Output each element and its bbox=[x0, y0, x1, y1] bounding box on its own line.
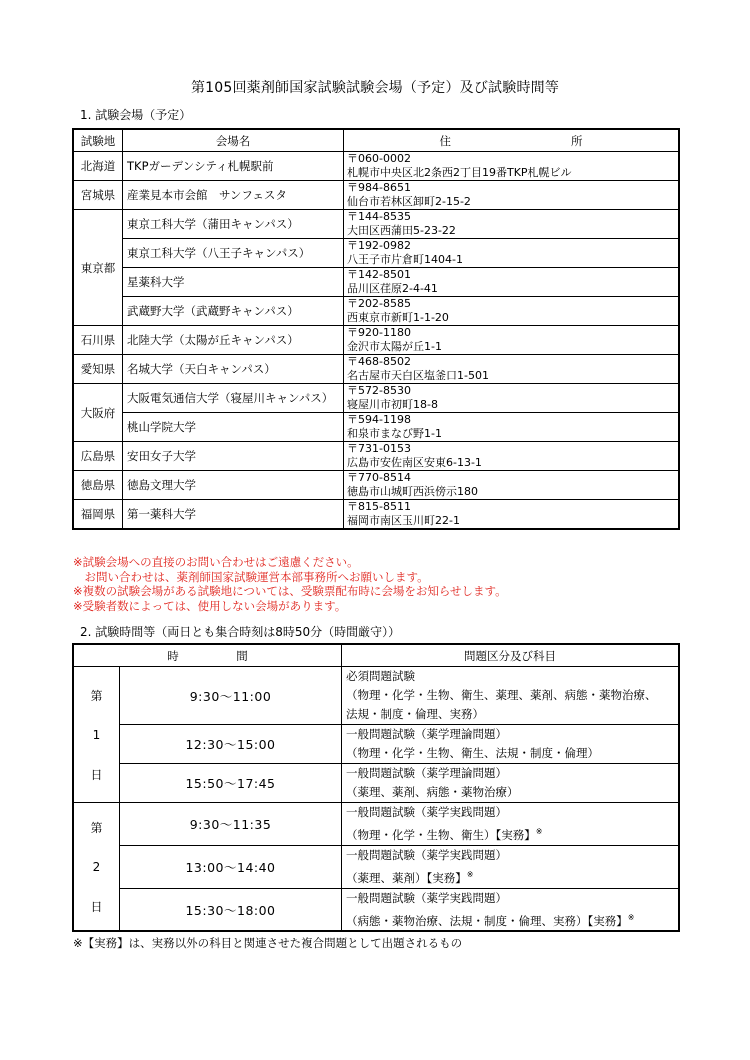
subject-text: 一般問題試験（薬学実践問題） bbox=[346, 805, 507, 819]
address-cell bbox=[344, 355, 680, 384]
prefecture-cell: 愛知県 bbox=[73, 355, 123, 384]
prefecture-cell: 東京都 bbox=[73, 210, 123, 326]
session-row bbox=[73, 764, 679, 803]
day-label-char: 第 bbox=[90, 688, 103, 703]
prefecture-cell: 広島県 bbox=[73, 442, 123, 471]
venue-name-cell: 北陸大学（太陽が丘キャンパス） bbox=[123, 326, 344, 355]
venue-notes bbox=[73, 555, 507, 613]
venue-row bbox=[73, 442, 679, 471]
subject-text: （物理・化学・生物、衛生、薬理、薬剤、病態・薬物治療、 bbox=[346, 688, 657, 702]
postal-code: 〒815-8511 bbox=[347, 500, 411, 513]
venue-name-cell: 名城大学（天白キャンパス） bbox=[123, 355, 344, 384]
header-subjects: 問題区分及び科目 bbox=[342, 644, 680, 667]
subject-line bbox=[346, 744, 678, 763]
postal-code: 〒144-8535 bbox=[347, 210, 411, 223]
session-time: 13:00～14:40 bbox=[120, 845, 342, 888]
day-label bbox=[90, 819, 102, 915]
header-address bbox=[344, 129, 680, 152]
postal-code: 〒192-0982 bbox=[347, 239, 411, 252]
subject-text: （病態・薬物治療、法規・制度・倫理、実務）【実務】 bbox=[346, 913, 628, 928]
prefecture-cell: 大阪府 bbox=[73, 384, 123, 442]
street-address: 札幌市中央区北2条西2丁目19番TKP札幌ビル bbox=[347, 166, 572, 179]
subject-line bbox=[346, 846, 678, 865]
subject-text: 一般問題試験（薬学理論問題） bbox=[346, 766, 507, 780]
postal-code: 〒202-8585 bbox=[347, 297, 411, 310]
postal-code: 〒770-8514 bbox=[347, 471, 411, 484]
street-address: 金沢市太陽が丘1-1 bbox=[347, 340, 442, 353]
street-address: 和泉市まなび野1-1 bbox=[347, 427, 442, 440]
venue-table bbox=[72, 128, 680, 530]
venue-name-cell: 武蔵野大学（武蔵野キャンパス） bbox=[123, 297, 344, 326]
note-line: ※試験会場への直接のお問い合わせはご遠慮ください。 bbox=[73, 555, 359, 569]
postal-code: 〒594-1198 bbox=[347, 413, 411, 426]
session-row bbox=[73, 803, 679, 846]
subject-text: 必須問題試験 bbox=[346, 669, 415, 683]
page-title: 第105回薬剤師国家試験試験会場（予定）及び試験時間等 bbox=[190, 80, 560, 96]
day-label-char: 2 bbox=[92, 859, 101, 874]
venue-name-cell: TKPガーデンシティ札幌駅前 bbox=[123, 152, 344, 181]
header-address-part2: 所 bbox=[571, 133, 583, 148]
session-row bbox=[73, 888, 679, 931]
venue-name-cell: 徳島文理大学 bbox=[123, 471, 344, 500]
street-address: 品川区荏原2-4-41 bbox=[347, 282, 438, 295]
practice-mark: ※ bbox=[466, 869, 474, 879]
note-line: ※複数の試験会場がある試験地については、受験票配布時に会場をお知らせします。 bbox=[73, 584, 507, 598]
note-line: お問い合わせは、薬剤師国家試験運営本部事務所へお願いします。 bbox=[73, 569, 429, 584]
venue-name-cell: 星薬科大学 bbox=[123, 268, 344, 297]
practice-mark: ※ bbox=[535, 827, 543, 836]
note-line: ※受験者数によっては、使用しない会場があります。 bbox=[73, 598, 347, 613]
session-time: 15:30～18:00 bbox=[120, 888, 342, 931]
street-address: 徳島市山城町西浜傍示180 bbox=[347, 485, 478, 498]
venue-row bbox=[73, 500, 679, 530]
session-time: 9:30～11:35 bbox=[120, 803, 342, 846]
venue-row bbox=[73, 384, 679, 413]
subject-text: （物理・化学・生物、衛生、法規・制度・倫理） bbox=[346, 746, 599, 760]
day-cell bbox=[73, 667, 120, 803]
postal-code: 〒142-8501 bbox=[347, 268, 411, 281]
section-heading-venues: 1. 試験会場（予定） bbox=[80, 108, 192, 122]
postal-code: 〒731-0153 bbox=[347, 442, 411, 455]
subject-text: 法規・制度・倫理、実務） bbox=[346, 707, 484, 721]
venue-row bbox=[73, 210, 679, 239]
venue-name-cell: 桃山学院大学 bbox=[123, 413, 344, 442]
address-cell bbox=[344, 239, 680, 268]
day-label-char: 第 bbox=[90, 820, 103, 835]
session-row bbox=[73, 845, 679, 888]
session-time: 12:30～15:00 bbox=[120, 725, 342, 764]
venue-row bbox=[73, 326, 679, 355]
session-subjects bbox=[342, 725, 680, 764]
venue-name-cell: 安田女子大学 bbox=[123, 442, 344, 471]
street-address: 西東京市新町1-1-20 bbox=[347, 311, 449, 324]
day-label-char: 1 bbox=[92, 727, 101, 742]
subject-text: （物理・化学・生物、衛生）【実務】 bbox=[346, 827, 536, 842]
subject-line bbox=[346, 764, 678, 783]
subject-line bbox=[346, 667, 678, 686]
venue-row bbox=[73, 413, 679, 442]
session-row bbox=[73, 725, 679, 764]
postal-code: 〒468-8502 bbox=[347, 355, 411, 368]
venue-row bbox=[73, 268, 679, 297]
street-address: 大田区西蒲田5-23-22 bbox=[347, 224, 456, 237]
venue-row bbox=[73, 471, 679, 500]
session-subjects bbox=[342, 764, 680, 803]
venue-name-cell: 東京工科大学（蒲田キャンパス） bbox=[123, 210, 344, 239]
day-label bbox=[90, 687, 102, 783]
venue-name-cell: 第一薬科大学 bbox=[123, 500, 344, 530]
prefecture-cell: 宮城県 bbox=[73, 181, 123, 210]
header-address-part1: 住 bbox=[439, 133, 451, 148]
subject-text: 一般問題試験（薬学実践問題） bbox=[346, 847, 507, 862]
time-table-header bbox=[73, 644, 679, 667]
subject-text: （薬理、薬剤）【実務】 bbox=[346, 870, 467, 885]
prefecture-cell: 徳島県 bbox=[73, 471, 123, 500]
session-subjects bbox=[342, 845, 680, 888]
venue-row bbox=[73, 181, 679, 210]
practice-mark: ※ bbox=[627, 912, 635, 922]
venue-row bbox=[73, 355, 679, 384]
subject-line bbox=[346, 686, 678, 705]
address-cell bbox=[344, 297, 680, 326]
day-cell bbox=[73, 803, 120, 932]
subject-text: （薬理、薬剤、病態・薬物治療） bbox=[346, 785, 519, 799]
address-cell bbox=[344, 181, 680, 210]
street-address: 寝屋川市初町18-8 bbox=[347, 398, 438, 411]
session-subjects bbox=[342, 667, 680, 725]
street-address: 八王子市片倉町1404-1 bbox=[347, 253, 463, 266]
section-heading-times: 2. 試験時間等（両日とも集合時刻は8時50分（時間厳守）） bbox=[80, 625, 401, 639]
subject-text: 一般問題試験（薬学実践問題） bbox=[346, 890, 507, 905]
address-cell bbox=[344, 500, 680, 530]
time-table bbox=[72, 643, 680, 932]
subject-line bbox=[346, 783, 678, 802]
address-cell bbox=[344, 471, 680, 500]
subject-line bbox=[346, 865, 678, 888]
subject-line bbox=[346, 725, 678, 744]
address-cell bbox=[344, 413, 680, 442]
venue-row bbox=[73, 297, 679, 326]
subject-line bbox=[346, 803, 678, 822]
venue-table-header bbox=[73, 129, 679, 152]
address-cell bbox=[344, 210, 680, 239]
address-cell bbox=[344, 326, 680, 355]
venue-row bbox=[73, 152, 679, 181]
header-time: 時 間 bbox=[73, 644, 342, 667]
subject-line bbox=[346, 889, 678, 908]
postal-code: 〒060-0002 bbox=[347, 152, 411, 165]
address-cell bbox=[344, 442, 680, 471]
address-cell bbox=[344, 152, 680, 181]
postal-code: 〒920-1180 bbox=[347, 326, 411, 339]
header-venue: 会場名 bbox=[123, 129, 344, 152]
street-address: 仙台市若林区卸町2-15-2 bbox=[347, 195, 471, 208]
subject-line bbox=[346, 908, 678, 931]
address-cell bbox=[344, 384, 680, 413]
prefecture-cell: 北海道 bbox=[73, 152, 123, 181]
day-label-char: 日 bbox=[90, 767, 103, 782]
prefecture-cell: 石川県 bbox=[73, 326, 123, 355]
venue-row bbox=[73, 239, 679, 268]
subject-line bbox=[346, 705, 678, 724]
session-subjects bbox=[342, 803, 680, 846]
prefecture-cell: 福岡県 bbox=[73, 500, 123, 530]
venue-name-cell: 東京工科大学（八王子キャンパス） bbox=[123, 239, 344, 268]
footnote: ※【実務】は、実務以外の科目と関連させた複合問題として出題されるもの bbox=[73, 936, 463, 950]
session-subjects bbox=[342, 888, 680, 931]
subject-line bbox=[346, 822, 678, 845]
subject-text: 一般問題試験（薬学理論問題） bbox=[346, 727, 507, 741]
session-time: 15:50～17:45 bbox=[120, 764, 342, 803]
header-pref: 試験地 bbox=[73, 129, 123, 152]
venue-name-cell: 大阪電気通信大学（寝屋川キャンパス） bbox=[123, 384, 344, 413]
session-row bbox=[73, 667, 679, 725]
venue-name-cell: 産業見本市会館 サンフェスタ bbox=[123, 181, 344, 210]
address-cell bbox=[344, 268, 680, 297]
street-address: 名古屋市天白区塩釜口1-501 bbox=[347, 369, 489, 382]
street-address: 福岡市南区玉川町22-1 bbox=[347, 514, 460, 527]
day-label-char: 日 bbox=[90, 899, 103, 914]
street-address: 広島市安佐南区安東6-13-1 bbox=[347, 456, 482, 469]
postal-code: 〒984-8651 bbox=[347, 181, 411, 194]
session-time: 9:30～11:00 bbox=[120, 667, 342, 725]
postal-code: 〒572-8530 bbox=[347, 384, 411, 397]
